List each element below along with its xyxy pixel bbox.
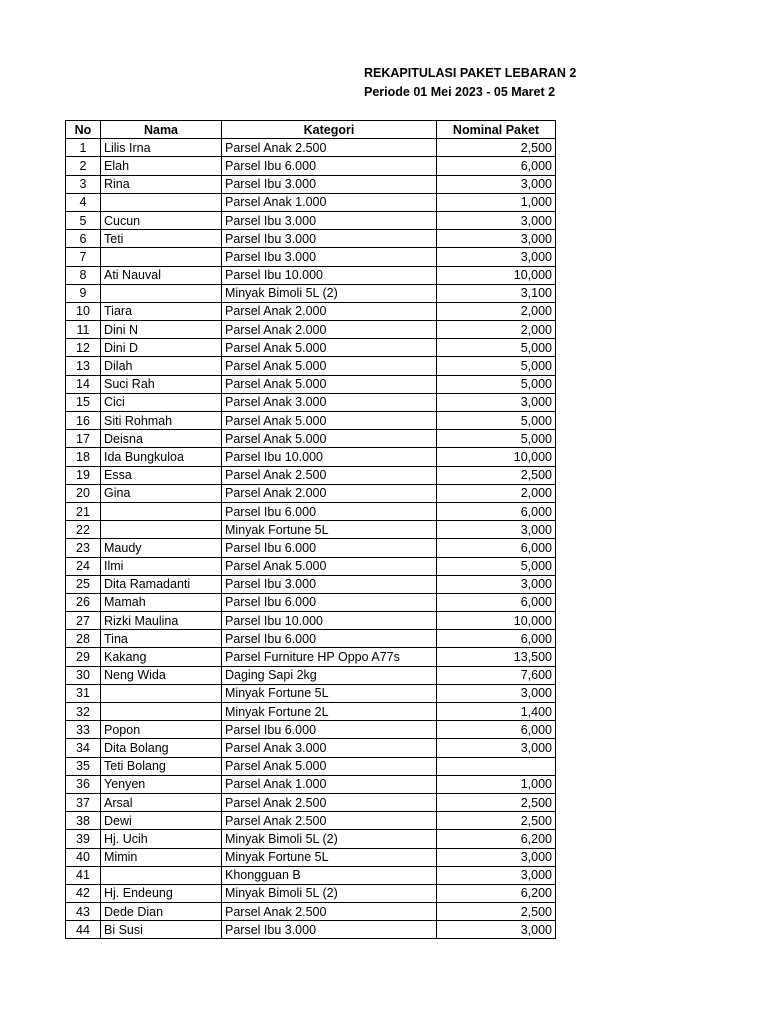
table-row [66, 412, 556, 430]
table-row [66, 666, 556, 684]
cell-no: 40 [66, 848, 101, 866]
table-row [66, 266, 556, 284]
cell-kategori: Parsel Anak 5.000 [222, 430, 437, 448]
table-body [66, 139, 556, 939]
table-row [66, 703, 556, 721]
cell-no: 7 [66, 248, 101, 266]
cell-nominal: 3,000 [437, 230, 556, 248]
cell-no: 6 [66, 230, 101, 248]
cell-nama [101, 684, 222, 702]
cell-nama [101, 248, 222, 266]
cell-nama: Cici [101, 393, 222, 411]
cell-kategori: Daging Sapi 2kg [222, 666, 437, 684]
cell-nominal: 2,000 [437, 321, 556, 339]
cell-nama: Dita Bolang [101, 739, 222, 757]
cell-no: 25 [66, 575, 101, 593]
table-row [66, 357, 556, 375]
cell-nominal: 10,000 [437, 448, 556, 466]
cell-no: 19 [66, 466, 101, 484]
table-row [66, 484, 556, 502]
cell-nama [101, 521, 222, 539]
cell-kategori: Parsel Anak 5.000 [222, 412, 437, 430]
cell-nama: Rizki Maulina [101, 612, 222, 630]
cell-nama: Hj. Endeung [101, 884, 222, 902]
cell-nominal: 2,000 [437, 484, 556, 502]
table-row [66, 903, 556, 921]
cell-nominal: 3,000 [437, 684, 556, 702]
cell-nominal: 2,500 [437, 903, 556, 921]
cell-nominal: 3,000 [437, 848, 556, 866]
cell-nominal: 2,500 [437, 793, 556, 811]
cell-nama: Dini N [101, 321, 222, 339]
cell-nominal: 3,000 [437, 393, 556, 411]
cell-nama: Elah [101, 157, 222, 175]
cell-no: 37 [66, 793, 101, 811]
cell-nama: Ati Nauval [101, 266, 222, 284]
cell-no: 14 [66, 375, 101, 393]
cell-no: 21 [66, 502, 101, 520]
table-row [66, 775, 556, 793]
cell-nama: Dewi [101, 812, 222, 830]
cell-kategori: Parsel Ibu 3.000 [222, 175, 437, 193]
cell-nama: Ilmi [101, 557, 222, 575]
cell-nama: Tina [101, 630, 222, 648]
cell-nominal [437, 757, 556, 775]
cell-no: 39 [66, 830, 101, 848]
table-row [66, 648, 556, 666]
table-row [66, 284, 556, 302]
table-row [66, 430, 556, 448]
cell-nama: Teti Bolang [101, 757, 222, 775]
cell-kategori: Parsel Anak 5.000 [222, 757, 437, 775]
cell-nama: Hj. Ucih [101, 830, 222, 848]
table-row [66, 593, 556, 611]
cell-nominal: 5,000 [437, 339, 556, 357]
cell-nominal: 3,000 [437, 921, 556, 939]
table-row [66, 375, 556, 393]
cell-kategori: Khongguan B [222, 866, 437, 884]
cell-nominal: 6,000 [437, 157, 556, 175]
table-row [66, 230, 556, 248]
cell-nama: Kakang [101, 648, 222, 666]
cell-nama: Lilis Irna [101, 139, 222, 157]
table-row [66, 630, 556, 648]
cell-nominal: 2,500 [437, 466, 556, 484]
cell-nominal: 1,400 [437, 703, 556, 721]
cell-nama: Rina [101, 175, 222, 193]
recap-table [65, 120, 556, 939]
cell-nama: Ida Bungkuloa [101, 448, 222, 466]
cell-kategori: Parsel Anak 3.000 [222, 739, 437, 757]
table-row [66, 830, 556, 848]
cell-nama: Cucun [101, 211, 222, 229]
cell-kategori: Parsel Ibu 6.000 [222, 539, 437, 557]
report-period: Periode 01 Mei 2023 - 05 Maret 2 [364, 85, 556, 99]
table-row [66, 339, 556, 357]
cell-nominal: 6,000 [437, 539, 556, 557]
cell-nama: Arsal [101, 793, 222, 811]
cell-nama: Essa [101, 466, 222, 484]
cell-nominal: 3,000 [437, 866, 556, 884]
table-row [66, 848, 556, 866]
cell-kategori: Parsel Ibu 6.000 [222, 721, 437, 739]
header-no: No [66, 121, 101, 139]
table-row [66, 502, 556, 520]
cell-nominal: 5,000 [437, 357, 556, 375]
table-row [66, 393, 556, 411]
table-header-row [66, 121, 556, 139]
cell-nominal: 3,000 [437, 739, 556, 757]
cell-nama: Dini D [101, 339, 222, 357]
cell-nama: Deisna [101, 430, 222, 448]
cell-no: 44 [66, 921, 101, 939]
cell-kategori: Parsel Ibu 3.000 [222, 921, 437, 939]
cell-kategori: Parsel Furniture HP Oppo A77s [222, 648, 437, 666]
cell-nama [101, 193, 222, 211]
cell-nama: Teti [101, 230, 222, 248]
table-row [66, 466, 556, 484]
cell-no: 18 [66, 448, 101, 466]
cell-nominal: 5,000 [437, 557, 556, 575]
cell-no: 1 [66, 139, 101, 157]
cell-no: 24 [66, 557, 101, 575]
cell-nama [101, 703, 222, 721]
cell-kategori: Minyak Fortune 5L [222, 684, 437, 702]
cell-nama: Dita Ramadanti [101, 575, 222, 593]
cell-kategori: Parsel Ibu 10.000 [222, 448, 437, 466]
cell-nama [101, 284, 222, 302]
cell-no: 13 [66, 357, 101, 375]
cell-nama: Tiara [101, 302, 222, 320]
table-row [66, 721, 556, 739]
cell-nominal: 6,000 [437, 593, 556, 611]
cell-no: 30 [66, 666, 101, 684]
cell-no: 38 [66, 812, 101, 830]
cell-no: 11 [66, 321, 101, 339]
cell-no: 43 [66, 903, 101, 921]
cell-nama: Dilah [101, 357, 222, 375]
cell-kategori: Parsel Anak 2.000 [222, 321, 437, 339]
cell-kategori: Parsel Ibu 3.000 [222, 211, 437, 229]
cell-nominal: 3,000 [437, 248, 556, 266]
table-row [66, 739, 556, 757]
cell-no: 42 [66, 884, 101, 902]
cell-kategori: Parsel Anak 5.000 [222, 339, 437, 357]
table-row [66, 193, 556, 211]
cell-kategori: Minyak Bimoli 5L (2) [222, 284, 437, 302]
cell-kategori: Minyak Fortune 5L [222, 848, 437, 866]
cell-no: 9 [66, 284, 101, 302]
cell-no: 36 [66, 775, 101, 793]
cell-nama: Yenyen [101, 775, 222, 793]
cell-kategori: Minyak Fortune 2L [222, 703, 437, 721]
header-nama: Nama [101, 121, 222, 139]
cell-kategori: Parsel Ibu 6.000 [222, 593, 437, 611]
cell-nama: Gina [101, 484, 222, 502]
cell-nominal: 6,200 [437, 884, 556, 902]
table-row [66, 684, 556, 702]
table-row [66, 866, 556, 884]
table-row [66, 211, 556, 229]
cell-no: 28 [66, 630, 101, 648]
cell-nama: Mimin [101, 848, 222, 866]
cell-kategori: Parsel Anak 3.000 [222, 393, 437, 411]
cell-no: 35 [66, 757, 101, 775]
cell-nama [101, 866, 222, 884]
cell-no: 34 [66, 739, 101, 757]
table-row [66, 793, 556, 811]
cell-nama [101, 502, 222, 520]
table-row [66, 612, 556, 630]
cell-no: 16 [66, 412, 101, 430]
cell-no: 31 [66, 684, 101, 702]
table-row [66, 757, 556, 775]
header-kategori: Kategori [222, 121, 437, 139]
cell-nominal: 3,000 [437, 211, 556, 229]
table-row [66, 157, 556, 175]
cell-nominal: 7,600 [437, 666, 556, 684]
cell-no: 23 [66, 539, 101, 557]
cell-nominal: 6,000 [437, 630, 556, 648]
table-row [66, 175, 556, 193]
cell-nominal: 2,000 [437, 302, 556, 320]
table-row [66, 575, 556, 593]
table-row [66, 139, 556, 157]
table-row [66, 321, 556, 339]
table-row [66, 248, 556, 266]
table-row [66, 302, 556, 320]
cell-nominal: 5,000 [437, 412, 556, 430]
cell-no: 20 [66, 484, 101, 502]
cell-nominal: 3,000 [437, 521, 556, 539]
cell-no: 3 [66, 175, 101, 193]
cell-kategori: Parsel Anak 1.000 [222, 193, 437, 211]
cell-nama: Popon [101, 721, 222, 739]
cell-kategori: Parsel Ibu 3.000 [222, 230, 437, 248]
cell-kategori: Parsel Anak 2.500 [222, 903, 437, 921]
cell-kategori: Parsel Anak 1.000 [222, 775, 437, 793]
cell-kategori: Parsel Anak 2.000 [222, 484, 437, 502]
cell-no: 22 [66, 521, 101, 539]
cell-kategori: Minyak Fortune 5L [222, 521, 437, 539]
cell-no: 8 [66, 266, 101, 284]
cell-no: 5 [66, 211, 101, 229]
cell-nominal: 1,000 [437, 775, 556, 793]
cell-no: 32 [66, 703, 101, 721]
report-title: REKAPITULASI PAKET LEBARAN 2 [364, 66, 577, 80]
cell-kategori: Parsel Ibu 10.000 [222, 612, 437, 630]
cell-kategori: Parsel Anak 5.000 [222, 357, 437, 375]
cell-nama: Mamah [101, 593, 222, 611]
table-row [66, 921, 556, 939]
cell-no: 26 [66, 593, 101, 611]
cell-kategori: Minyak Bimoli 5L (2) [222, 884, 437, 902]
cell-no: 41 [66, 866, 101, 884]
cell-kategori: Parsel Ibu 6.000 [222, 157, 437, 175]
cell-nominal: 5,000 [437, 430, 556, 448]
cell-kategori: Parsel Anak 2.500 [222, 466, 437, 484]
cell-kategori: Minyak Bimoli 5L (2) [222, 830, 437, 848]
cell-nominal: 3,000 [437, 175, 556, 193]
cell-nama: Suci Rah [101, 375, 222, 393]
cell-no: 12 [66, 339, 101, 357]
cell-kategori: Parsel Ibu 10.000 [222, 266, 437, 284]
cell-kategori: Parsel Anak 2.500 [222, 793, 437, 811]
cell-nominal: 3,100 [437, 284, 556, 302]
cell-nominal: 10,000 [437, 266, 556, 284]
cell-kategori: Parsel Anak 2.000 [222, 302, 437, 320]
cell-kategori: Parsel Anak 2.500 [222, 812, 437, 830]
cell-no: 29 [66, 648, 101, 666]
cell-kategori: Parsel Anak 2.500 [222, 139, 437, 157]
cell-nominal: 5,000 [437, 375, 556, 393]
cell-nominal: 2,500 [437, 139, 556, 157]
cell-nominal: 6,200 [437, 830, 556, 848]
cell-nominal: 6,000 [437, 502, 556, 520]
cell-no: 10 [66, 302, 101, 320]
table-row [66, 884, 556, 902]
cell-kategori: Parsel Ibu 6.000 [222, 502, 437, 520]
cell-nominal: 2,500 [437, 812, 556, 830]
cell-nominal: 6,000 [437, 721, 556, 739]
cell-nominal: 13,500 [437, 648, 556, 666]
cell-nama: Siti Rohmah [101, 412, 222, 430]
cell-kategori: Parsel Anak 5.000 [222, 557, 437, 575]
cell-no: 17 [66, 430, 101, 448]
cell-nama: Bi Susi [101, 921, 222, 939]
cell-kategori: Parsel Ibu 3.000 [222, 248, 437, 266]
cell-nominal: 10,000 [437, 612, 556, 630]
cell-nominal: 1,000 [437, 193, 556, 211]
cell-kategori: Parsel Ibu 6.000 [222, 630, 437, 648]
cell-nama: Neng Wida [101, 666, 222, 684]
table-row [66, 448, 556, 466]
table-row [66, 812, 556, 830]
cell-no: 15 [66, 393, 101, 411]
header-nominal: Nominal Paket [437, 121, 556, 139]
cell-kategori: Parsel Ibu 3.000 [222, 575, 437, 593]
cell-nama: Dede Dian [101, 903, 222, 921]
cell-no: 33 [66, 721, 101, 739]
cell-no: 27 [66, 612, 101, 630]
cell-nominal: 3,000 [437, 575, 556, 593]
table-row [66, 521, 556, 539]
cell-no: 2 [66, 157, 101, 175]
cell-nama: Maudy [101, 539, 222, 557]
cell-kategori: Parsel Anak 5.000 [222, 375, 437, 393]
cell-no: 4 [66, 193, 101, 211]
table-row [66, 557, 556, 575]
table-row [66, 539, 556, 557]
